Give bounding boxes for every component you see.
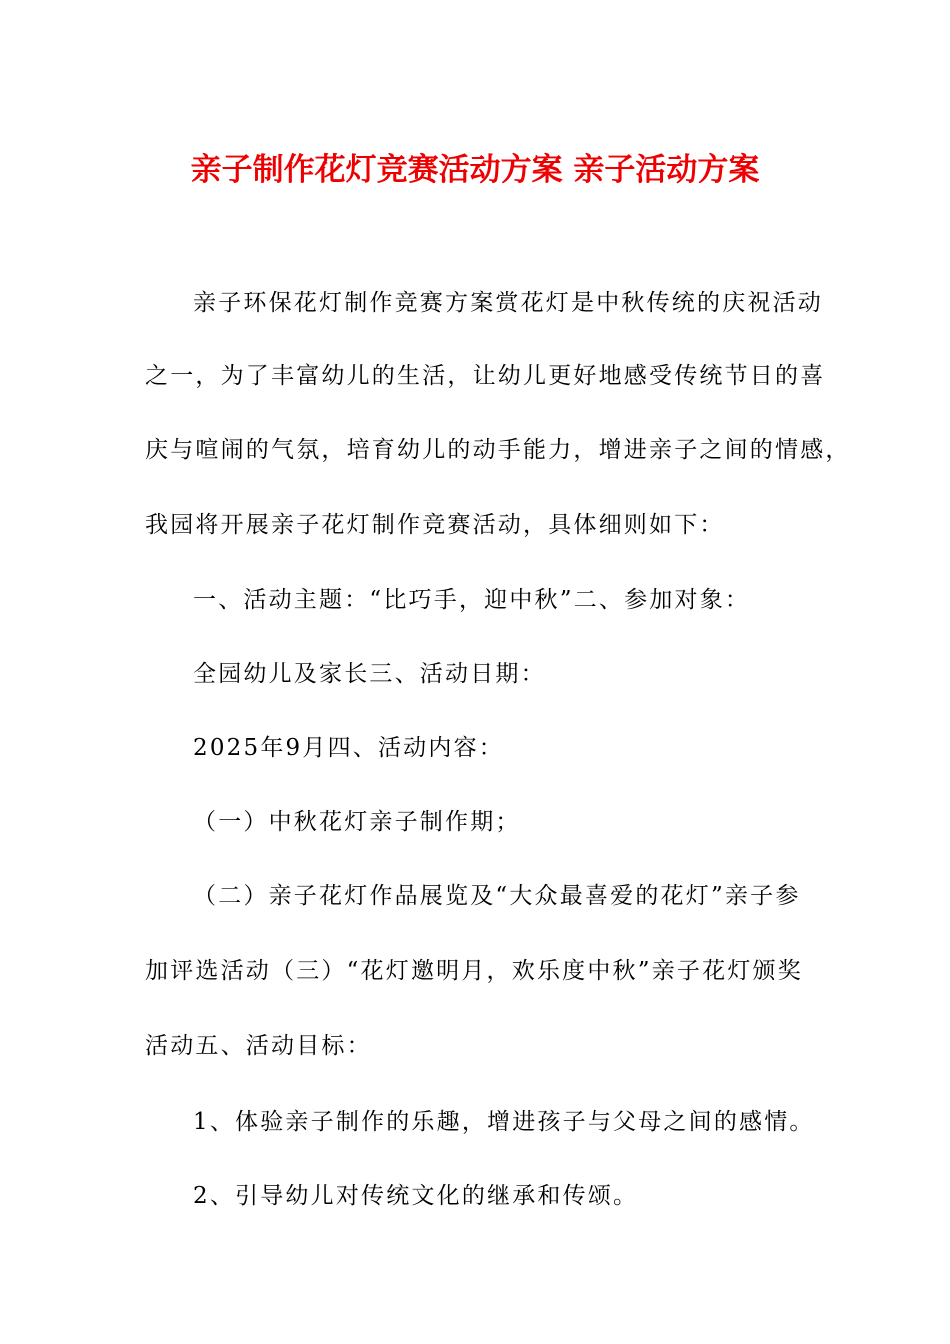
paragraph-line: 加评选活动（三）“花灯邀明月，欢乐度中秋”亲子花灯颁奖 (145, 958, 803, 984)
paragraph-line: （二）亲子花灯作品展览及“大众最喜爱的花灯”亲子参 (193, 883, 801, 909)
paragraph-line: 一、活动主题：“比巧手，迎中秋”二、参加对象： (193, 587, 751, 613)
paragraph-line: 亲子环保花灯制作竞赛方案赏花灯是中秋传统的庆祝活动 (193, 290, 823, 316)
paragraph-line: 全园幼儿及家长三、活动日期： (193, 661, 546, 687)
document-title: 亲子制作花灯竞赛活动方案 亲子活动方案 (190, 152, 760, 188)
paragraph-line: 我园将开展亲子花灯制作竞赛活动，具体细则如下： (145, 512, 725, 538)
paragraph-line: 1、体验亲子制作的乐趣，增进孩子与父母之间的感情。 (193, 1109, 815, 1135)
paragraph-line: 2、引导幼儿对传统文化的继承和传颂。 (193, 1183, 639, 1209)
paragraph-line: 庆与喧闹的气氛，培育幼儿的动手能力，增进亲子之间的情感， (145, 437, 851, 463)
paragraph-line: 之一，为了丰富幼儿的生活，让幼儿更好地感受传统节日的喜 (145, 363, 826, 389)
paragraph-line: 活动五、活动目标： (145, 1033, 372, 1059)
paragraph-line: （一）中秋花灯亲子制作期； (193, 809, 521, 835)
paragraph-line: 2025年9月四、活动内容： (193, 735, 504, 761)
